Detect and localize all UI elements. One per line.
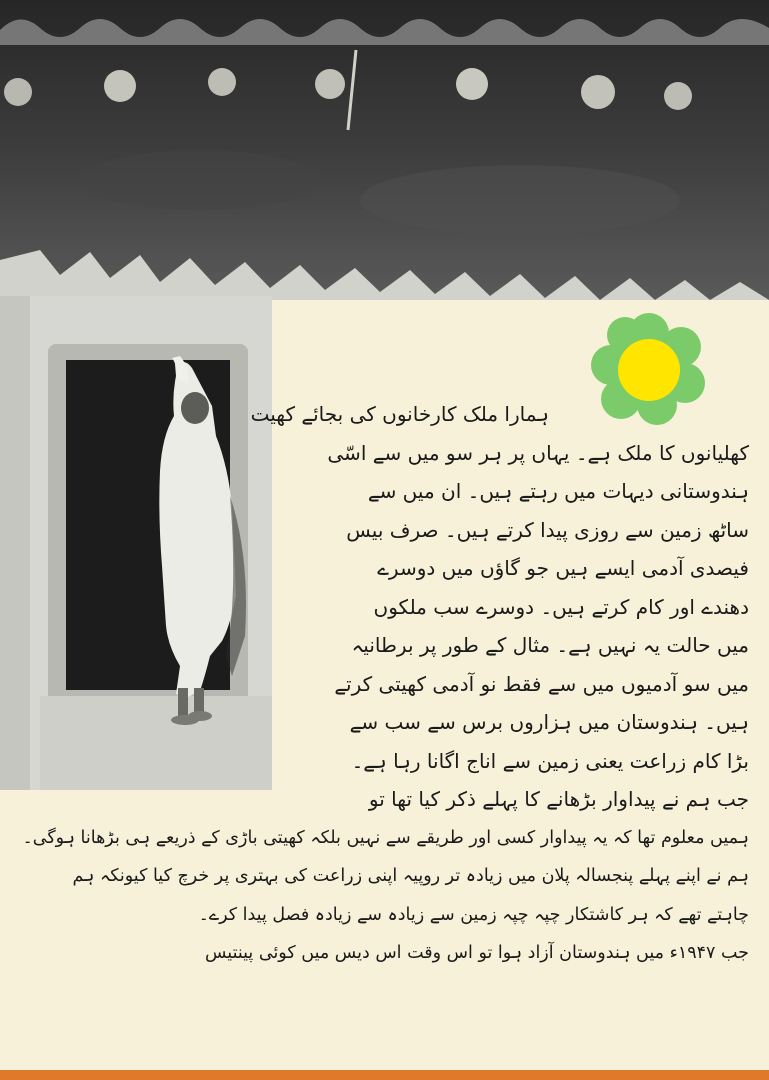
text-line: ہیں۔ ہندوستان میں ہزاروں برس سے سب سے [349,710,749,734]
text-line: ہم نے اپنے پہلے پنجسالہ پلان میں زیادہ تر روپیہ اپنی زراعت کی بہتری پر خرچ کیا کیونکہ ہم [72,866,749,886]
bottom-color-strip [0,1070,769,1080]
wall-roof-photo [0,0,769,300]
text-line: ساٹھ زمین سے روزی پیدا کرتے ہیں۔ صرف بیس [346,517,749,542]
text-line: فیصدی آدمی ایسے ہیں جو گاؤں میں دوسرے [377,556,749,580]
text-line: کھلیانوں کا ملک ہے۔ یہاں پر ہر سو میں سے اسّی [327,440,749,465]
text-line: ہمارا ملک کارخانوں کی بجائے کھیت [250,402,549,426]
text-line: جب ۱۹۴۷ء میں ہندوستان آزاد ہوا تو اس وقت اس دیس میں کوئی پینتیس [204,943,749,963]
text-line: جب ہم نے پیداوار بڑھانے کا پہلے ذکر کیا تھا تو [368,787,749,811]
text-line: چاہتے تھے کہ ہر کاشتکار چپہ چپہ زمین سے زیادہ سے زیادہ فصل پیدا کرے۔ [198,904,749,925]
text-line: بڑا کام زراعت یعنی زمین سے اناج اگانا رہا ہے۔ [351,748,749,773]
text-line: میں سو آدمیوں میں سے فقط نو آدمی کھیتی کرتے [334,671,749,696]
text-line: دھندے اور کام کرتے ہیں۔ دوسرے سب ملکوں [373,594,749,619]
text-line: ہمیں معلوم تھا کہ یہ پیداوار کسی اور طریقے سے نہیں بلکہ کھیتی باڑی کے ذریعے ہی بڑھانا ہوگی۔ [22,827,749,848]
text-line: میں حالت یہ نہیں ہے۔ مثال کے طور پر برطانیہ [351,633,749,657]
urdu-body-text [22,395,749,973]
text-line: ہندوستانی دیہات میں رہتے ہیں۔ ان میں سے [367,479,749,503]
